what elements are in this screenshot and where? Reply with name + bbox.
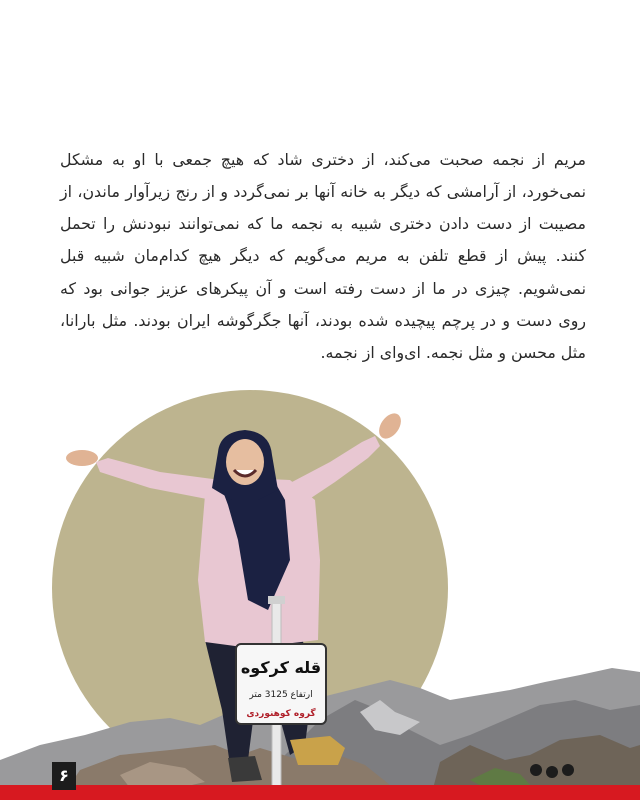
article-paragraph: مریم از نجمه صحبت می‌کند، از دختری شاد که هیچ جمعی با او به مشکل نمی‌خورد، از آرامشی که دیگر به خانه آنها بر نمی‌گردد و از رنج زیرآوار ماندن، از مصیبت از دست دادن دختری شبیه به نجمه ما که نمی‌توانند نبودنش را تحمل کنند. پیش از قطع تلفن به مریم می‌گویم که دیگر هیچ کدام‌مان شبیه قبل نمی‌شویم. چیزی در ما از دست رفته است و آن پیکرهای عزیز جوانی بود که روی دست و در پرچم پیچیده شده بودند، آنها جگرگوشه ایران بودند. مثل بارانا، مثل محسن و مثل نجمه. ای‌وای از نجمه. [60, 149, 586, 363]
hiker-hand-left [66, 450, 98, 466]
summit-sign-subtitle: ارتفاع 3125 متر [249, 690, 313, 700]
sign-pole-cap [268, 596, 285, 604]
decor-dot-1 [530, 764, 542, 776]
bottom-red-bar [0, 785, 640, 800]
decor-dot-2 [546, 766, 558, 778]
hiker-face [226, 439, 264, 485]
summit-sign-group: گروه کوهنوردی [246, 709, 316, 719]
hiker-hand-right [375, 409, 406, 442]
summit-sign-title: قله کرکوه [240, 658, 322, 677]
decor-dot-3 [562, 764, 574, 776]
page-number-badge: ۶ [52, 762, 76, 790]
